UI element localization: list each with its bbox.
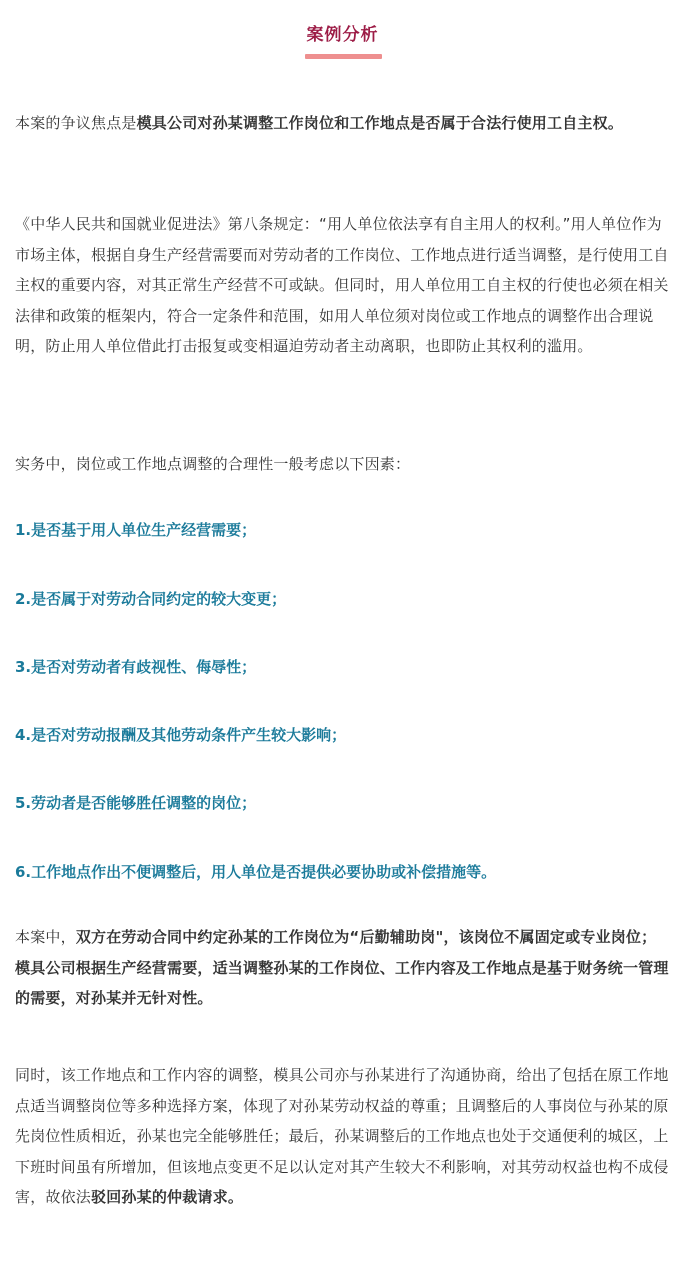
factor-item: 3.是否对劳动者有歧视性、侮辱性； bbox=[15, 658, 257, 676]
dispute-focus-bold: 模具公司对孙某调整工作岗位和工作地点是否属于合法行使用工自主权。 bbox=[136, 114, 624, 132]
factor-item: 6.工作地点作出不便调整后，用人单位是否提供必要协助或补偿措施等。 bbox=[15, 863, 497, 881]
factor-item: 5.劳动者是否能够胜任调整的岗位； bbox=[15, 794, 257, 812]
factor-item: 2.是否属于对劳动合同约定的较大变更； bbox=[15, 590, 287, 608]
factor-item: 4.是否对劳动报酬及其他劳动条件产生较大影响； bbox=[15, 726, 347, 744]
case-analysis-paragraph bbox=[15, 922, 671, 1014]
dispute-focus-prefix: 本案的争议焦点是 bbox=[15, 114, 137, 132]
conclusion-paragraph bbox=[15, 1060, 671, 1213]
factors-intro-paragraph: 实务中，岗位或工作地点调整的合理性一般考虑以下因素： bbox=[15, 455, 411, 473]
dispute-focus-paragraph bbox=[15, 108, 671, 139]
case-analysis-prefix: 本案中， bbox=[15, 928, 76, 946]
case-analysis-bold: 双方在劳动合同中约定孙某的工作岗位为“后勤辅助岗"，该岗位不属固定或专业岗位；模具公司根据生产经营需要，适当调整孙某的工作岗位、工作内容及工作地点是基于财务统一管理的需要，对孙某并无针对性。 bbox=[15, 928, 669, 1007]
conclusion-text: 同时，该工作地点和工作内容的调整，模具公司亦与孙某进行了沟通协商，给出了包括在原工作地点适当调整岗位等多种选择方案，体现了对孙某劳动权益的尊重；且调整后的人事岗位与孙某的原先岗位性质相近，孙某也完全能够胜任；最后，孙某调整后的工作地点也处于交通便利的城区，上下班时间虽有所增加，但该地点变更不足以认定对其产生较大不利影响，对其劳动权益也构不成侵害，故依法 bbox=[15, 1066, 669, 1206]
factor-item: 1.是否基于用人单位生产经营需要； bbox=[15, 521, 257, 539]
section-header bbox=[0, 22, 685, 48]
section-title-underline bbox=[305, 54, 382, 59]
conclusion-bold: 驳回孙某的仲裁请求。 bbox=[91, 1188, 244, 1206]
section-title: 案例分析 bbox=[306, 25, 379, 45]
legal-basis-paragraph: 《中华人民共和国就业促进法》第八条规定：“用人单位依法享有自主用人的权利。”用人单位作为市场主体，根据自身生产经营需要而对劳动者的工作岗位、工作地点进行适当调整，是行使用工自主权的重要内容，对其正常生产经营不可或缺。但同时，用人单位用工自主权的行使也必须在相关法律和政策的框架内，符合一定条件和范围，如用人单位须对岗位或工作地点的调整作出合理说明，防止用人单位借此打击报复或变相逼迫劳动者主动离职，也即防止其权利的滥用。 bbox=[15, 215, 669, 355]
